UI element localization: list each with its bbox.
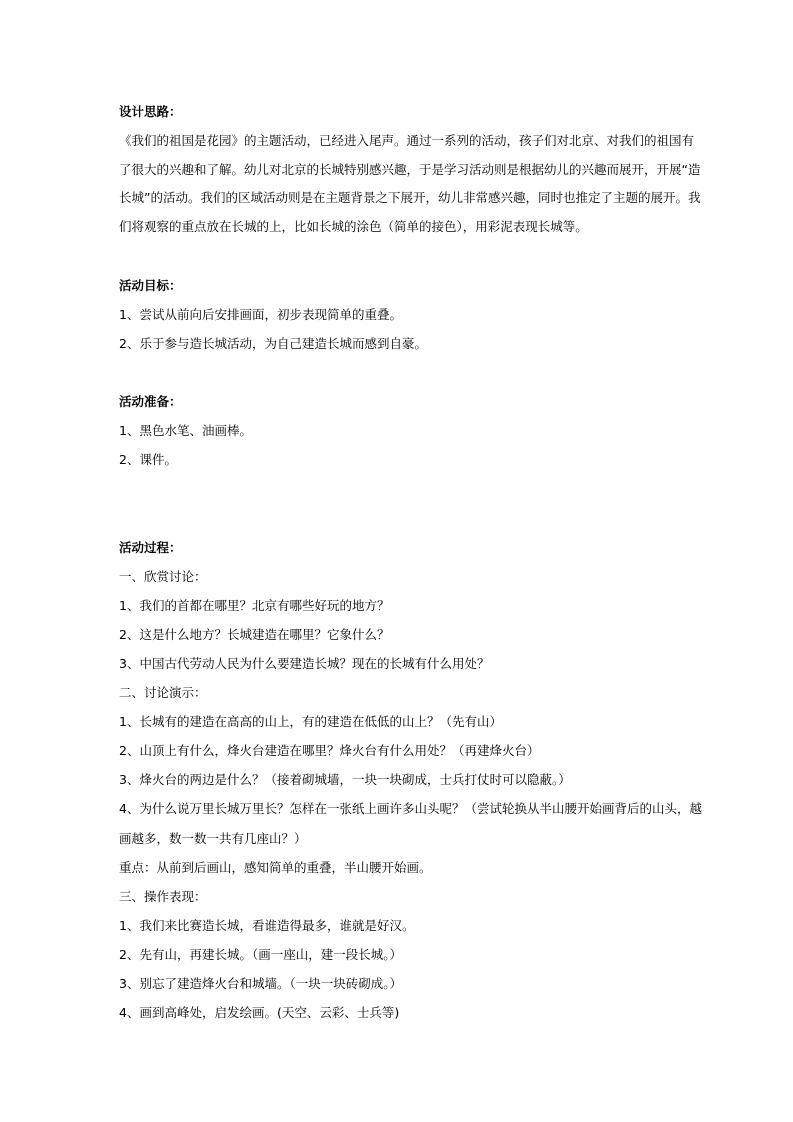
process-line-15: 3、别忘了建造烽火台和城墙。（一块一块砖砌成。） [119, 976, 402, 991]
prep-item-2: 2、课件。 [119, 452, 177, 467]
goal-item-2: 2、乐于参与造长城活动，为自己建造长城而感到自豪。 [119, 336, 427, 351]
process-line-7: 2、山顶上有什么，烽火台建造在哪里？烽火台有什么用处？（再建烽火台） [119, 743, 540, 758]
process-line-3: 2、这是什么地方？长城建造在哪里？它象什么？ [119, 627, 390, 642]
process-line-9: 4、为什么说万里长城万里长？怎样在一张纸上画许多山头呢？（尝试轮换从半山腰开始画背后的山头，越 [119, 801, 702, 816]
design-heading: 设计思路： [119, 104, 182, 119]
process-line-5: 二、讨论演示： [119, 685, 207, 700]
process-line-8: 3、烽火台的两边是什么？（接着砌城墙，一块一块砌成，士兵打仗时可以隐蔽。） [119, 772, 571, 787]
process-line-16: 4、画到高峰处，启发绘画。(天空、云彩、士兵等) [119, 1005, 400, 1020]
process-line-14: 2、先有山，再建长城。（画一座山，建一段长城。） [119, 947, 402, 962]
process-line-10: 画越多，数一数一共有几座山？） [119, 831, 307, 846]
design-line-2: 了很大的兴趣和了解。幼儿对北京的长城特别感兴趣，于是学习活动则是根据幼儿的兴趣而展开，开展“造 [119, 162, 701, 177]
process-line-6: 1、长城有的建造在高高的山上，有的建造在低低的山上？（先有山） [119, 714, 502, 729]
process-line-2: 1、我们的首都在哪里？北京有哪些好玩的地方？ [119, 598, 390, 613]
goal-item-1: 1、尝试从前向后安排画面，初步表现简单的重叠。 [119, 307, 402, 322]
design-line-1: 《我们的祖国是花园》的主题活动，已经进入尾声。通过一系列的活动，孩子们对北京、对我们的祖国有 [119, 133, 695, 148]
process-line-1: 一、欣赏讨论： [119, 569, 207, 584]
design-line-3: 长城”的活动。我们的区域活动则是在主题背景之下展开，幼儿非常感兴趣，同时也推定了主题的展开。我 [119, 190, 701, 205]
process-line-13: 1、我们来比赛造长城，看谁造得最多，谁就是好汉。 [119, 918, 415, 933]
prep-heading: 活动准备： [119, 394, 182, 409]
process-heading: 活动过程： [119, 540, 182, 555]
prep-item-1: 1、黑色水笔、油画棒。 [119, 423, 252, 438]
process-line-4: 3、中国古代劳动人民为什么要建造长城？现在的长城有什么用处？ [119, 656, 490, 671]
process-line-11: 重点：从前到后画山，感知简单的重叠，半山腰开始画。 [119, 860, 432, 875]
design-line-4: 们将观察的重点放在长城的上，比如长城的涂色（简单的接色），用彩泥表现长城等。 [119, 219, 588, 234]
goals-heading: 活动目标： [119, 278, 182, 293]
process-line-12: 三、操作表现： [119, 889, 207, 904]
